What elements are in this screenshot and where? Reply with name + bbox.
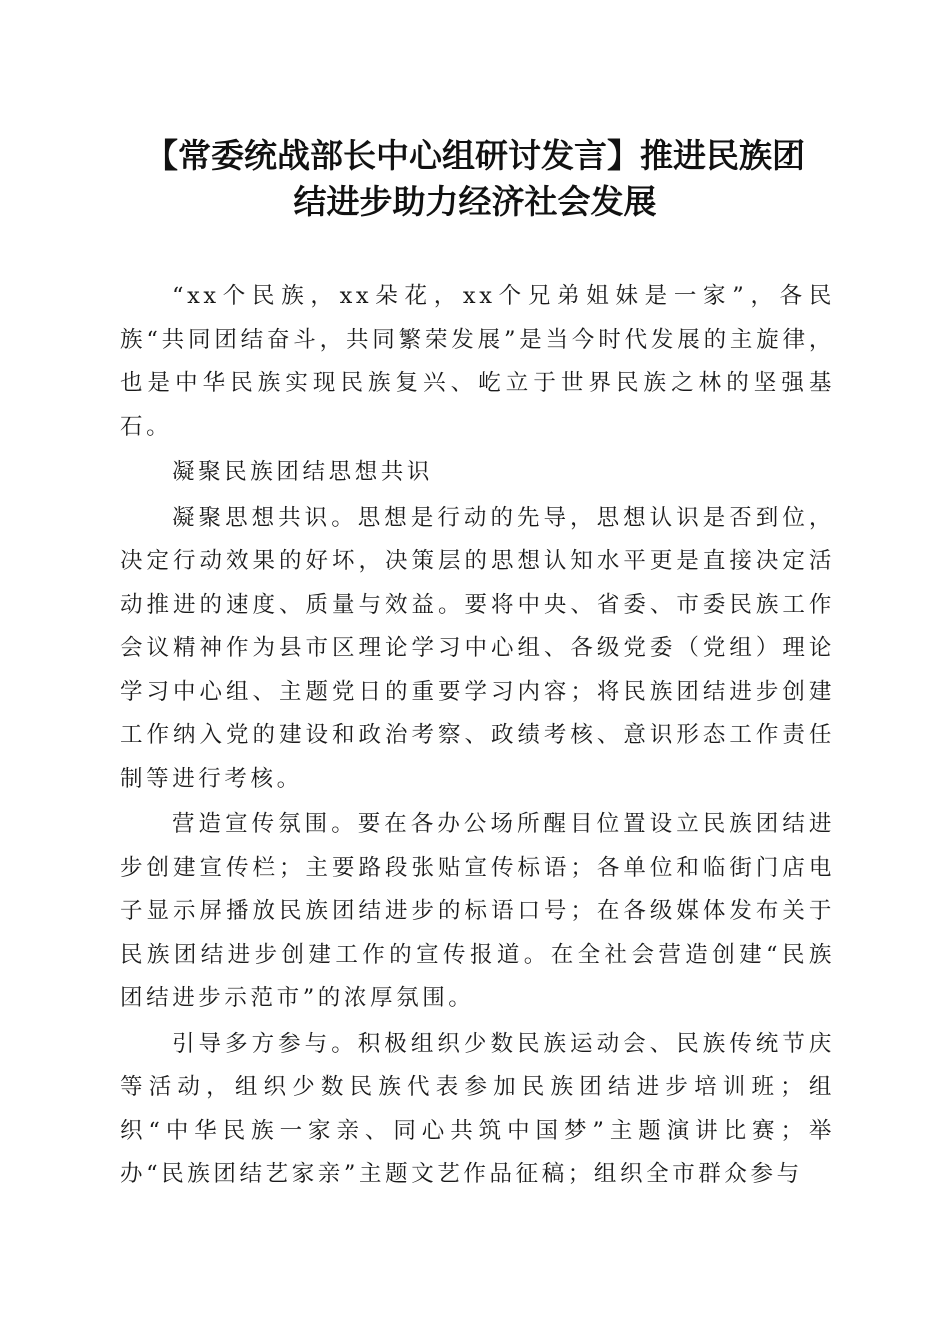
section-heading: 凝聚民族团结思想共识 <box>172 459 434 485</box>
document-body <box>120 275 835 1199</box>
paragraph-publicity: 营造宣传氛围。要在各办公场所醒目位置设立民族团结进步创建宣传栏；主要路段张贴宣传标语；各单位和临街门店电子显示屏播放民族团结进步的标语口号；在各级媒体发布关于民族团结进步创建工作的宣传报道。在全社会营造创建“民族团结进步示范市”的浓厚氛围。 <box>120 811 835 1011</box>
paragraph-intro: “xx个民族，xx朵花，xx个兄弟姐妹是一家”，各民族“共同团结奋斗，共同繁荣发展”是当今时代发展的主旋律，也是中华民族实现民族复兴、屹立于世界民族之林的坚强基石。 <box>120 283 835 440</box>
document-title <box>100 133 850 225</box>
title-line-2: 结进步助力经济社会发展 <box>293 182 657 221</box>
paragraph-participation: 引导多方参与。积极组织少数民族运动会、民族传统节庆等活动，组织少数民族代表参加民族团结进步培训班；组织“中华民族一家亲、同心共筑中国梦”主题演讲比赛；举办“民族团结艺家亲”主题文艺作品征稿；组织全市群众参与 <box>120 1030 835 1187</box>
paragraph-consensus: 凝聚思想共识。思想是行动的先导，思想认识是否到位，决定行动效果的好坏，决策层的思想认知水平更是直接决定活动推进的速度、质量与效益。要将中央、省委、市委民族工作会议精神作为县市区理论学习中心组、各级党委（党组）理论学习中心组、主题党日的重要学习内容；将民族团结进步创建工作纳入党的建设和政治考察、政绩考核、意识形态工作责任制等进行考核。 <box>120 504 835 792</box>
title-line-1: 【常委统战部长中心组研讨发言】推进民族团 <box>145 136 805 175</box>
